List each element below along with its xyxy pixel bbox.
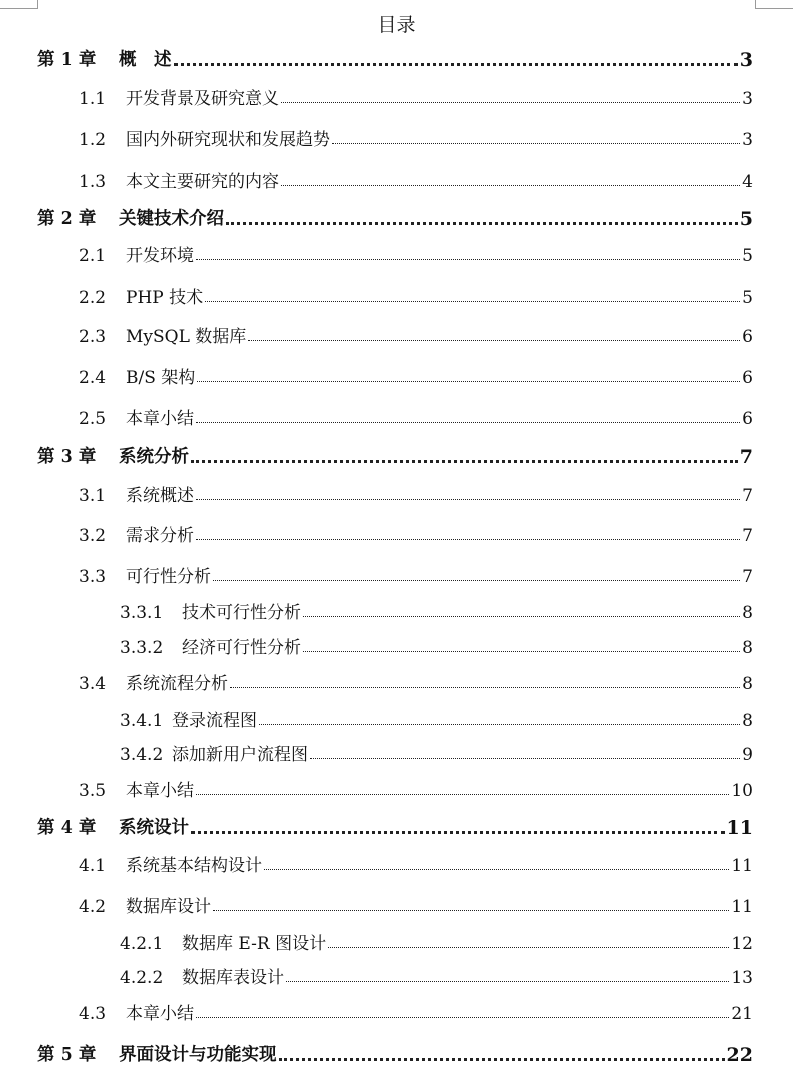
dot-leader: [213, 910, 729, 911]
toc-entry-title: 数据库表设计: [182, 968, 284, 988]
toc-entry-number: 1.3: [79, 172, 107, 192]
toc-entry-page: 8: [742, 711, 753, 731]
toc-entry-number: 4.2: [79, 897, 107, 917]
toc-entry-3-4-1[interactable]: [120, 705, 753, 731]
toc-entry-title: 界面设计与功能实现: [119, 1045, 277, 1065]
toc-entry-page: 4: [742, 172, 753, 192]
toc-entry-3-1[interactable]: [79, 480, 753, 506]
toc-entry-4-2[interactable]: [79, 891, 753, 917]
toc-entry-page: 8: [742, 603, 753, 623]
toc-entry-1[interactable]: [37, 45, 753, 71]
toc-entry-title: 本章小结: [126, 1004, 194, 1024]
toc-entry-4-2-2[interactable]: [120, 962, 753, 988]
toc-entry-4-2-1[interactable]: [120, 928, 753, 954]
toc-entry-page: 7: [742, 486, 753, 506]
toc-entry-number: 3.3.1: [120, 603, 164, 623]
toc-entry-title: 系统概述: [126, 486, 194, 506]
page-corner-mark-right: [755, 0, 793, 9]
toc-entry-title: 开发环境: [126, 246, 194, 266]
dot-leader: [281, 185, 740, 186]
toc-entry-number: 4.3: [79, 1004, 107, 1024]
toc-entry-page: 3: [739, 49, 753, 71]
toc-entry-page: 13: [731, 968, 753, 988]
toc-entry-2-3[interactable]: [79, 321, 753, 347]
toc-entry-2-4[interactable]: [79, 362, 753, 388]
toc-entry-number: 3.4.2: [120, 745, 164, 765]
toc-entry-number: 3.2: [79, 526, 107, 546]
toc-entry-title: 系统设计: [119, 818, 189, 838]
toc-entry-page: 8: [742, 674, 753, 694]
toc-entry-number: 3.1: [79, 486, 107, 506]
dot-leader: [286, 981, 729, 982]
toc-entry-page: 5: [739, 208, 753, 230]
toc-entry-number: 1.1: [79, 89, 107, 109]
toc-entry-1-1[interactable]: [79, 83, 753, 109]
page-corner-mark-left: [0, 0, 38, 9]
dot-leader: [230, 687, 740, 688]
toc-entry-page: 12: [731, 934, 753, 954]
dot-leader: [205, 301, 740, 302]
dot-leader: [332, 143, 740, 144]
toc-entry-title: 经济可行性分析: [182, 638, 301, 658]
toc-entry-3-4[interactable]: [79, 668, 753, 694]
dot-leader: [259, 724, 740, 725]
dot-leader: [196, 794, 729, 795]
dot-leader: [226, 222, 738, 225]
dot-leader: [328, 947, 729, 948]
toc-entry-number: 4.1: [79, 856, 107, 876]
toc-entry-title: 可行性分析: [126, 567, 211, 587]
toc-entry-1-2[interactable]: [79, 124, 753, 150]
toc-entry-2-1[interactable]: [79, 240, 753, 266]
dot-leader: [279, 1058, 725, 1061]
toc-entry-number: 第 5 章: [37, 1045, 97, 1065]
toc-entry-number: 3.3: [79, 567, 107, 587]
toc-entry-page: 3: [742, 89, 753, 109]
dot-leader: [174, 63, 738, 66]
toc-entry-number: 3.4.1: [120, 711, 164, 731]
toc-entry-title: 本章小结: [126, 409, 194, 429]
toc-entry-3-5[interactable]: [79, 775, 753, 801]
toc-entry-number: 4.2.1: [120, 934, 164, 954]
toc-entry-3-3-1[interactable]: [120, 597, 753, 623]
toc-entry-page: 11: [731, 856, 753, 876]
dot-leader: [196, 1017, 729, 1018]
dot-leader: [248, 340, 740, 341]
toc-entry-title: 开发背景及研究意义: [126, 89, 279, 109]
toc-entry-page: 5: [742, 288, 753, 308]
toc-entry-title: 国内外研究现状和发展趋势: [126, 130, 330, 150]
toc-entry-1-3[interactable]: [79, 166, 753, 192]
toc-entry-page: 5: [742, 246, 753, 266]
toc-entry-title: 添加新用户流程图: [172, 745, 308, 765]
toc-entry-3[interactable]: [37, 442, 753, 468]
dot-leader: [264, 869, 729, 870]
toc-entry-2-5[interactable]: [79, 403, 753, 429]
toc-entry-number: 2.2: [79, 288, 107, 308]
toc-entry-4[interactable]: [37, 813, 753, 839]
toc-entry-page: 7: [739, 446, 753, 468]
toc-entry-title: 技术可行性分析: [182, 603, 301, 623]
toc-entry-page: 11: [726, 817, 753, 839]
dot-leader: [213, 580, 740, 581]
toc-entry-page: 3: [742, 130, 753, 150]
toc-entry-number: 3.5: [79, 781, 107, 801]
toc-entry-number: 3.3.2: [120, 638, 164, 658]
toc-entry-5[interactable]: [37, 1040, 753, 1066]
dot-leader: [196, 539, 740, 540]
toc-entry-number: 2.5: [79, 409, 107, 429]
toc-entry-title: 本文主要研究的内容: [126, 172, 279, 192]
toc-entry-page: 6: [742, 409, 753, 429]
toc-entry-number: 3.4: [79, 674, 107, 694]
toc-entry-title: 系统分析: [119, 447, 189, 467]
dot-leader: [197, 381, 740, 382]
toc-entry-title: 登录流程图: [172, 711, 257, 731]
toc-entry-title: B/S 架构: [126, 368, 196, 388]
toc-entry-page: 11: [731, 897, 753, 917]
toc-entry-title: 系统流程分析: [126, 674, 228, 694]
toc-title: 目录: [377, 14, 416, 36]
toc-entry-number: 第 1 章: [37, 50, 97, 70]
toc-entry-number: 2.4: [79, 368, 107, 388]
toc-entry-3-3-2[interactable]: [120, 632, 753, 658]
toc-entry-page: 7: [742, 526, 753, 546]
toc-entry-number: 4.2.2: [120, 968, 164, 988]
toc-entry-title: 系统基本结构设计: [126, 856, 262, 876]
toc-entry-page: 22: [726, 1044, 753, 1066]
dot-leader: [191, 831, 725, 834]
toc-entry-3-4-2[interactable]: [120, 739, 753, 765]
toc-entry-3-2[interactable]: [79, 520, 753, 546]
toc-entry-page: 9: [742, 745, 753, 765]
toc-entry-title: PHP 技术: [126, 288, 204, 308]
toc-entry-4-3[interactable]: [79, 998, 753, 1024]
toc-entry-page: 21: [731, 1004, 753, 1024]
toc-entry-title: 需求分析: [126, 526, 194, 546]
toc-entry-page: 8: [742, 638, 753, 658]
dot-leader: [310, 758, 740, 759]
toc-entry-title: 数据库 E-R 图设计: [182, 934, 327, 954]
dot-leader: [196, 422, 740, 423]
dot-leader: [303, 651, 740, 652]
toc-entry-number: 2.3: [79, 327, 107, 347]
dot-leader: [191, 460, 738, 463]
toc-entry-title: 关键技术介绍: [119, 209, 224, 229]
toc-entry-number: 第 4 章: [37, 818, 97, 838]
toc-entry-title: 本章小结: [126, 781, 194, 801]
toc-entry-number: 第 3 章: [37, 447, 97, 467]
toc-entry-4-1[interactable]: [79, 850, 753, 876]
dot-leader: [196, 259, 740, 260]
toc-entry-2[interactable]: [37, 204, 753, 230]
toc-entry-page: 6: [742, 368, 753, 388]
toc-entry-2-2[interactable]: [79, 282, 753, 308]
toc-entry-title: 概 述: [119, 50, 172, 70]
toc-entry-title: 数据库设计: [126, 897, 211, 917]
dot-leader: [281, 102, 740, 103]
toc-entry-title: MySQL 数据库: [126, 327, 247, 347]
toc-entry-number: 1.2: [79, 130, 107, 150]
toc-entry-page: 10: [731, 781, 753, 801]
dot-leader: [303, 616, 740, 617]
toc-entry-number: 第 2 章: [37, 209, 97, 229]
toc-entry-number: 2.1: [79, 246, 107, 266]
toc-entry-page: 6: [742, 327, 753, 347]
dot-leader: [196, 499, 740, 500]
toc-entry-page: 7: [742, 567, 753, 587]
toc-entry-3-3[interactable]: [79, 561, 753, 587]
